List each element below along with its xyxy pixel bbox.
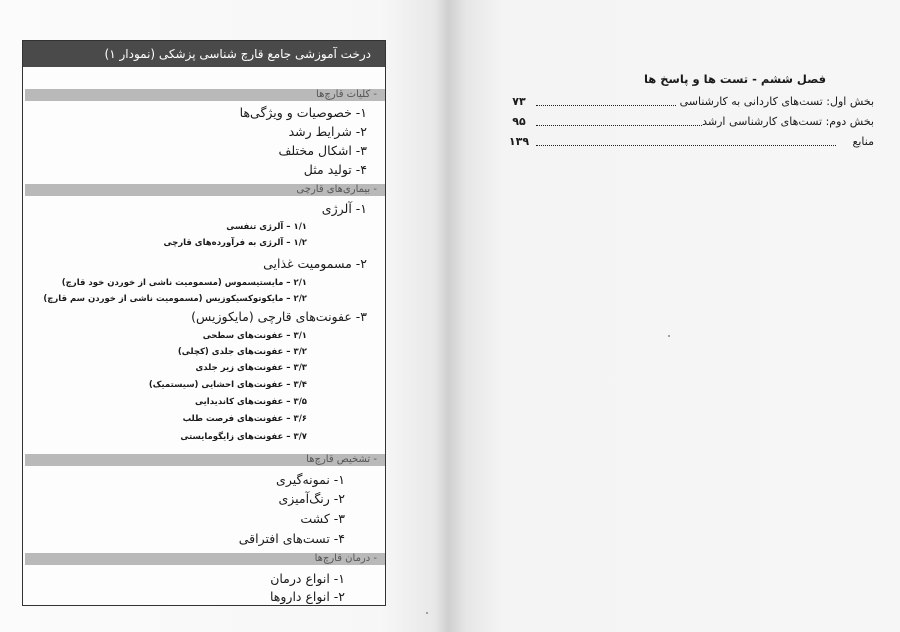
toc-entry[interactable] [506,134,874,150]
outline-item: ۴- تولید مثل [303,162,367,177]
outline-subitem: ۳/۳ – عفونت‌های زیر جلدی [195,363,307,373]
section-heading-treatment: - درمان قارچ‌ها [25,553,385,565]
toc-chapter-heading: فصل ششم - تست ها و پاسخ ها [643,72,827,86]
outline-item: ۲- رنگ‌آمیزی [278,491,345,506]
toc-entry-page: ۷۳ [512,95,526,108]
outline-subitem: ۳/۶ – عفونت‌های فرصت طلب [182,414,307,424]
section-heading-diagnosis: - تشخیص قارچ‌ها [25,454,385,466]
outline-subitem: ۳/۵ – عفونت‌های کاندیدایی [195,397,307,407]
toc-entry-page: ۱۳۹ [508,135,530,148]
toc-leader-dots [536,125,702,126]
outline-subitem: ۳/۷ – عفونت‌های زایگومایستی [180,432,307,442]
toc-entry[interactable] [506,94,874,110]
outline-subitem: ۲/۱ – مایستیسموس (مسمومیت ناشی از خوردن خود قارچ) [61,278,307,288]
outline-item: ۱- خصوصیات و ویژگی‌ها [239,105,367,120]
outline-item: ۱- انواع درمان [270,571,345,586]
outline-item: ۲- مسمومیت غذایی [263,256,367,271]
toc-entry-label: بخش دوم: تست‌های کارشناسی ارشد [702,115,874,128]
outline-subitem: ۳/۱ – عفونت‌های سطحی [202,331,307,341]
outline-subitem: ۳/۴ – عفونت‌های احشایی (سیستمیک) [148,380,307,390]
outline-subitem: ۲/۲ – مایکوتوکسیکوزیس (مسمومیت ناشی از خوردن سم قارچ) [43,294,307,304]
toc-entry-page: ۹۵ [512,115,526,128]
outline-item: ۴- تست‌های افتراقی [238,531,345,546]
section-heading-general: - کلیات قارچ‌ها [25,89,385,101]
toc-entry-label: بخش اول: تست‌های کاردانی به کارشناسی [679,95,874,108]
outline-subitem: ۱/۱ – آلرژی تنفسی [226,222,307,232]
left-page [0,0,448,632]
paper-speck [426,612,428,614]
toc-leader-dots [536,145,836,146]
outline-item: ۳- عفونت‌های قارچی (مایکوزیس) [191,309,367,324]
toc-entry[interactable] [506,114,874,130]
outline-subitem: ۱/۲ – آلرژی به فرآورده‌های قارچی [163,238,307,248]
toc-leader-dots [536,105,676,106]
toc-entry-label: منابع [852,135,874,148]
outline-subitem: ۳/۲ – عفونت‌های جلدی (کچلی) [177,347,307,357]
paper-speck [668,335,670,337]
outline-item: ۱- نمونه‌گیری [276,472,345,487]
outline-item: ۳- اشکال مختلف [278,143,367,158]
outline-item: ۲- شرایط رشد [288,124,367,139]
outline-item: ۱- آلرژی [321,201,367,216]
outline-item: ۳- کشت [300,511,345,526]
learning-tree-chart [22,40,386,606]
section-heading-diseases: - بیماری‌های قارچی [25,184,385,196]
outline-item: ۲- انواع داروها [269,589,345,604]
chart-title: درخت آموزشی جامع قارچ شناسی پزشکی (نمودار ۱) [23,41,385,67]
